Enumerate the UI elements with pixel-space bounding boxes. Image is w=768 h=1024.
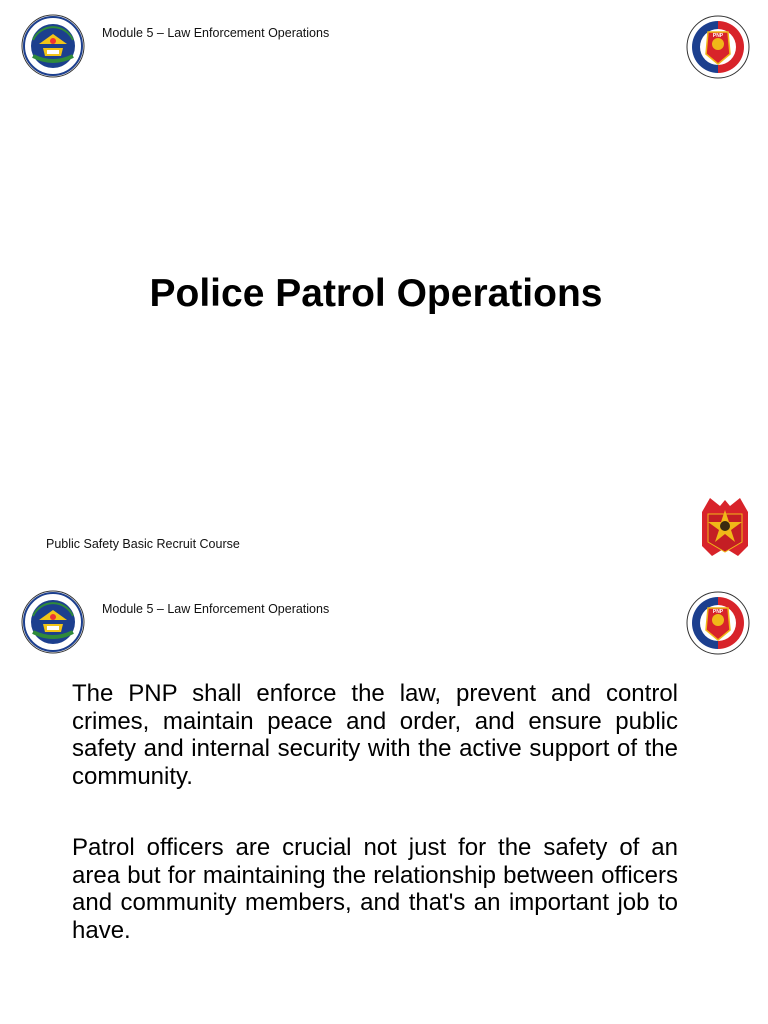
school-seal-icon (21, 14, 85, 78)
pnp-badge-icon (700, 496, 750, 558)
module-header: Module 5 – Law Enforcement Operations (102, 602, 330, 616)
body-paragraph: Patrol officers are crucial not just for the safety of an area but for maintaining the relationship between officers and community members, and that's an important job to have. (72, 834, 678, 944)
pnp-training-institute-seal-icon (686, 14, 750, 80)
module-header: Module 5 – Law Enforcement Operations (102, 26, 330, 40)
content-slide (0, 576, 768, 1024)
school-seal-icon (21, 590, 85, 654)
svg-text:PNP: PNP (712, 33, 724, 39)
pnp-training-institute-seal-icon (686, 590, 750, 656)
slide-title: Police Patrol Operations (149, 272, 603, 315)
body-paragraph: The PNP shall enforce the law, prevent and control crimes, maintain peace and order, and ensure public safety and internal security with the active support of the community. (72, 680, 678, 790)
svg-text:PNP: PNP (712, 609, 724, 615)
course-footer: Public Safety Basic Recruit Course (46, 537, 240, 551)
